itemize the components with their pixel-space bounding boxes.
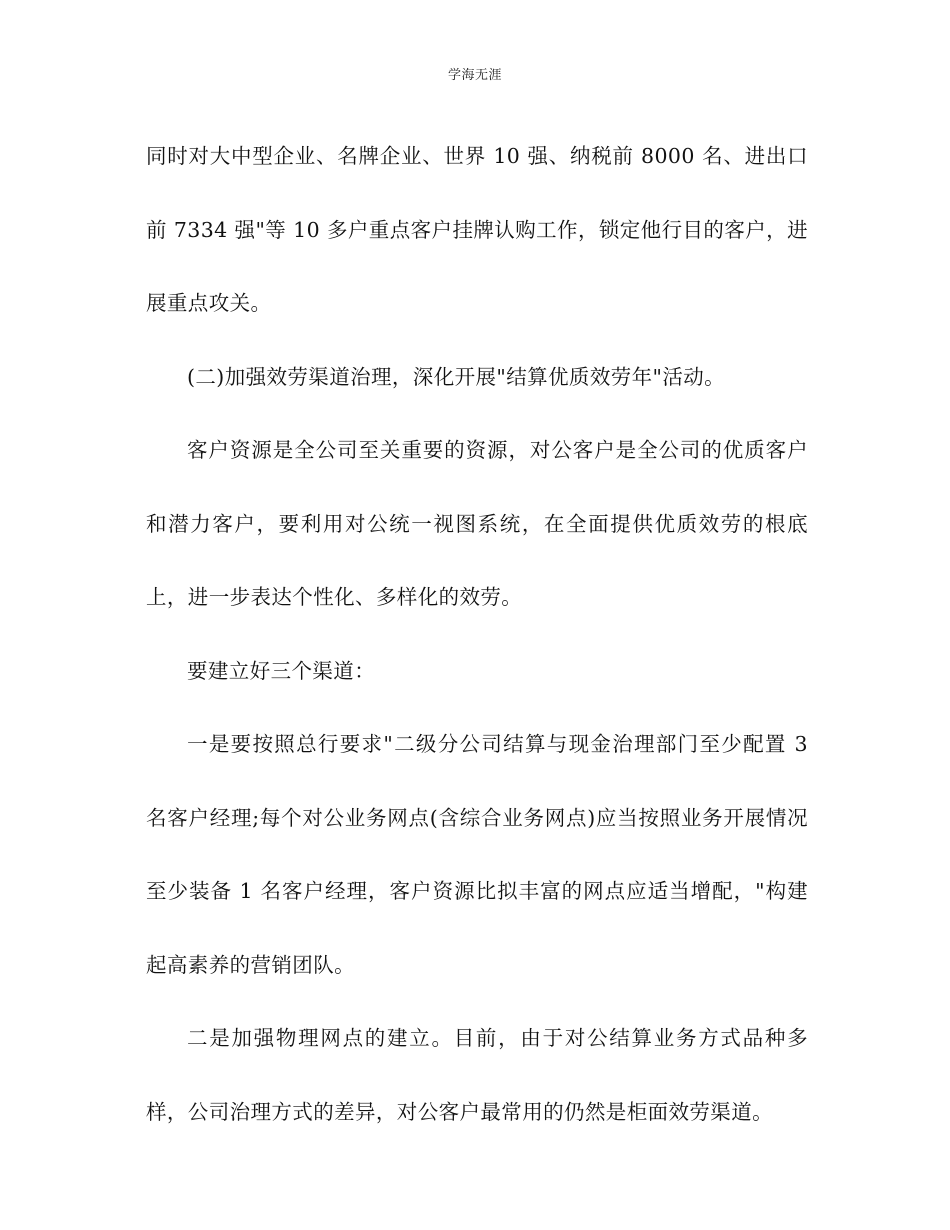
paragraph-section-heading: (二)加强效劳渠道治理，深化开展"结算优质效劳年"活动。 (187, 364, 726, 389)
paragraph-channel-two: 二是加强物理网点的建立。目前，由于对公结算业务方式品种多样，公司治理方式的差异，对公客户最常用的仍然是柜面效劳渠道。 (146, 1026, 808, 1124)
page-header: 学海无涯 (447, 68, 502, 83)
document-body (146, 120, 808, 1149)
paragraph-channel-one: 一是要按照总行要求"二级分公司结算与现金治理部门至少配置 3 名客户经理;每个对公业务网点(含综合业务网点)应当按照业务开展情况至少装备 1 名客户经理，客户资源比拟丰富的网点应适当增配，"构建起高素养的营销团队。 (146, 732, 808, 977)
paragraph-continued-client-list: 同时对大中型企业、名牌企业、世界 10 强、纳税前 8000 名、进出口前 7334 强"等 10 多户重点客户挂牌认购工作，锁定他行目的客户，进展重点攻关。 (146, 144, 808, 315)
paragraph-three-channels: 要建立好三个渠道： (187, 658, 376, 683)
paragraph-client-resources: 客户资源是全公司至关重要的资源，对公客户是全公司的优质客户和潜力客户，要利用对公统一视图系统，在全面提供优质效劳的根底上，进一步表达个性化、多样化的效劳。 (146, 438, 808, 609)
